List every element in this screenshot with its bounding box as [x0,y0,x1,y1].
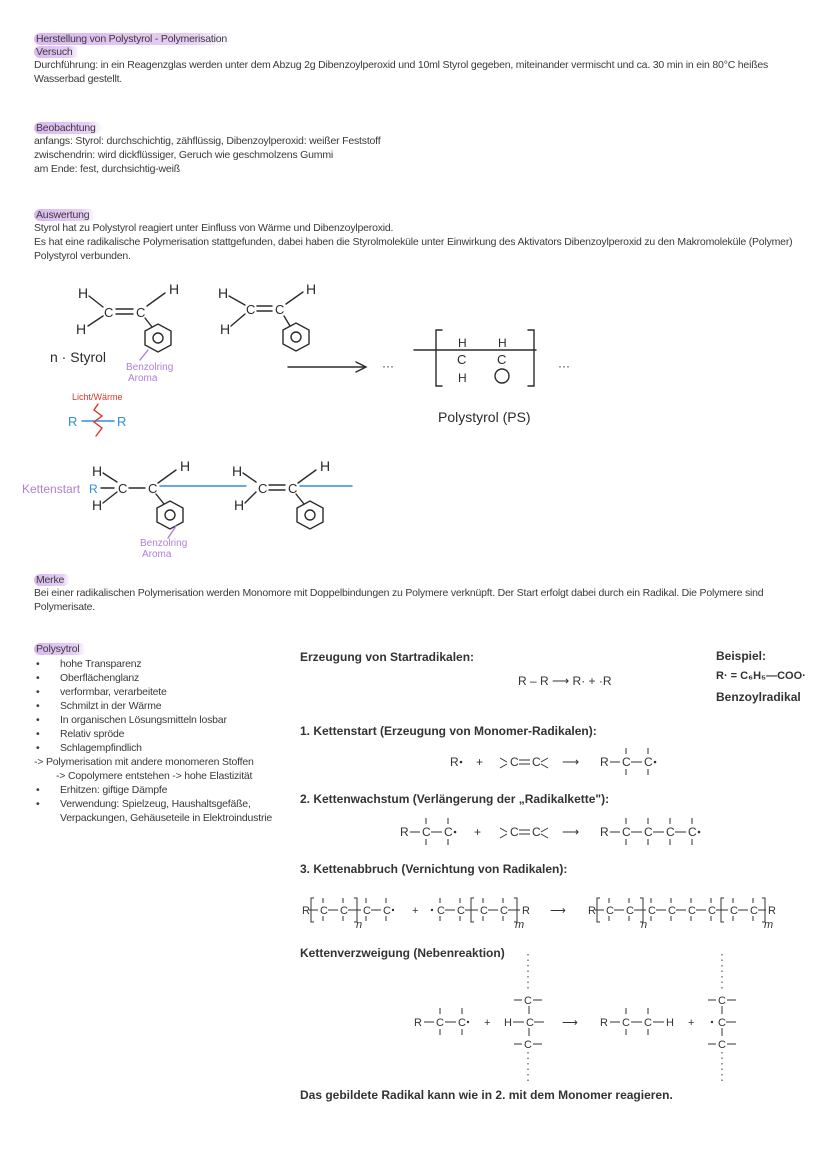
n-styrol-label: n · Styrol [50,349,107,365]
svg-text:C: C [383,905,391,917]
step3-equation [302,905,776,931]
svg-text:Benzolring: Benzolring [140,538,188,549]
svg-text:+: + [412,905,419,917]
step1-title: 1. Kettenstart (Erzeugung von Monomer-Radikalen): [300,724,597,738]
svg-text:C: C [510,755,519,769]
svg-text:H: H [92,497,103,513]
svg-text:H: H [458,336,467,350]
svg-text:···: ··· [382,359,394,373]
list-item: • In organischen Lösungsmitteln losbar [34,713,296,727]
svg-text:C: C [666,825,675,839]
radical-r: R [117,414,127,429]
svg-text:R: R [414,1017,422,1029]
mechanism-footer: Das gebildete Radikal kann wie in 2. mit dem Monomer reagieren. [300,1088,673,1102]
verzweigung-title: Kettenverzweigung (Nebenreaktion) [300,946,505,960]
svg-text:H: H [218,285,229,301]
svg-text:H: H [92,463,103,479]
auswertung-line: Es hat eine radikalische Polymerisation stattgefunden, dabei haben die Styrolmoleküle unter Einwirkung des Aktivators Dibenzoylperoxid zu den Makromoleküle (Polymer) Polystyrol verbunden. [34,236,793,262]
versuch-text: Durchführung: in ein Reagenzglas werden unter dem Abzug 2g Dibenzoylperoxid und 10ml Styrol gegeben, miteinander vermischt und ca. 30 min in ein 80°C heißes Wasserbad gestellt. [34,59,769,85]
svg-text:C: C [524,995,532,1007]
list-item: • Oberflächenglanz [34,671,296,685]
svg-text:C: C [444,825,453,839]
step3-bonds [309,898,766,922]
branching-equation [414,995,726,1051]
styrene-molecule [76,281,179,352]
start-equation: R – R ⟶ R· + ·R [518,674,612,688]
svg-text:⟶: ⟶ [562,825,580,839]
list-item: • Schmilzt in der Wärme [34,699,296,713]
svg-text:C: C [458,1017,466,1029]
svg-text:R: R [588,905,596,917]
svg-text:+: + [476,755,484,769]
auswertung-block [34,209,804,263]
beispiel-formula: R· = C₆H₅—COO· [716,670,806,682]
svg-text:n: n [356,919,363,931]
svg-text:R: R [600,755,609,769]
svg-text:C: C [626,905,634,917]
list-item: • Verwendung: Spielzeug, Haushaltsgefäße, [34,797,296,811]
svg-text:H: H [234,497,245,513]
svg-text:C: C [688,905,696,917]
svg-text:C: C [246,302,256,317]
svg-text:C: C [480,905,488,917]
merke-block [34,574,804,614]
list-item: • hohe Transparenz [34,657,296,671]
svg-text:R: R [302,905,310,917]
svg-text:C: C [718,1039,726,1051]
polystyrol-block [34,643,296,825]
svg-text:R: R [450,755,459,769]
svg-text:C: C [275,302,285,317]
styrene-sketch [0,276,828,566]
svg-text:H: H [458,371,467,385]
svg-text:C: C [532,825,541,839]
list-item: • Erhitzen: giftige Dämpfe [34,783,296,797]
svg-text:C: C [718,1017,726,1029]
svg-text:C: C [668,905,676,917]
beispiel-label: Beispiel: [716,649,767,663]
svg-text:R: R [600,825,609,839]
beobachtung-heading: Beobachtung [34,122,102,134]
svg-text:···: ··· [558,359,570,373]
polystyrol-label: Polystyrol (PS) [438,409,531,425]
svg-text:C: C [526,1017,534,1029]
aroma-label: Aroma [128,373,158,384]
beobachtung-line: zwischendrin: wird dickflüssiger, Geruch wie geschmolzens Gummi [34,149,334,161]
svg-text:C: C [688,825,697,839]
radical-r: R [68,414,78,429]
svg-text:H: H [666,1017,674,1029]
svg-text:C: C [148,481,158,496]
svg-text:H: H [320,458,331,474]
svg-text:C: C [644,755,653,769]
beobachtung-block [34,122,804,176]
svg-text:H: H [78,285,89,301]
svg-text:H: H [232,463,243,479]
polystyrol-heading: Polysytrol [34,643,86,655]
svg-text:m: m [515,919,525,931]
svg-text:n: n [641,919,648,931]
benzolring-label: Benzolring [126,362,174,373]
svg-text:C: C [136,305,146,320]
svg-text:+: + [474,825,482,839]
header-block [34,33,804,86]
svg-text:C: C [606,905,614,917]
svg-text:H: H [306,281,317,297]
svg-text:C: C [258,481,268,496]
styrene-molecule [232,458,352,529]
svg-text:C: C [340,905,348,917]
svg-text:H: H [76,321,87,337]
svg-text:C: C [622,1017,630,1029]
svg-text:C: C [457,352,467,367]
svg-text:C: C [436,1017,444,1029]
svg-text:C: C [104,305,114,320]
merke-text: Bei einer radikalischen Polymerisation werden Monomore mit Doppelbindungen zu Polymere verknüpft. Der Start erfolgt dabei durch ein Radikal. Die Polymere sind Polymerisate. [34,587,764,613]
svg-text:C: C [718,995,726,1007]
svg-text:R: R [89,482,98,496]
svg-text:C: C [622,755,631,769]
list-item: -> Polymerisation mit andere monomeren Stoffen [34,756,254,768]
svg-text:+: + [484,1017,491,1029]
beobachtung-line: am Ende: fest, durchsichtig-weiß [34,163,180,175]
list-item: Verpackungen, Gehäuseteile in Elektroindustrie [60,812,273,824]
auswertung-line: Styrol hat zu Polystyrol reagiert unter Einfluss von Wärme und Dibenzoylperoxid. [34,222,394,234]
svg-text:C: C [708,905,716,917]
svg-text:⟶: ⟶ [562,1017,578,1029]
kettenstart-label: Kettenstart [22,482,81,496]
svg-text:R: R [600,1017,608,1029]
svg-text:C: C [288,481,298,496]
svg-text:H: H [169,281,180,297]
svg-text:R: R [768,905,776,917]
svg-text:H: H [220,321,231,337]
svg-text:C: C [118,481,128,496]
svg-text:C: C [510,825,519,839]
svg-text:C: C [437,905,445,917]
svg-text:C: C [644,1017,652,1029]
list-item: -> Copolymere entstehen -> hohe Elastizität [56,770,253,782]
svg-text:C: C [648,905,656,917]
licht-waerme-label: Licht/Wärme [72,392,123,402]
page-title: Herstellung von Polystyrol - Polymerisation [34,33,233,45]
list-item: • verformbar, verarbeitete [34,685,296,699]
step1-equation [450,755,656,769]
svg-text:C: C [500,905,508,917]
svg-text:H: H [504,1017,512,1029]
styrene-molecule [218,281,316,351]
polystyrene-unit [414,330,536,386]
svg-text:C: C [497,352,507,367]
list-item: • Relativ spröde [34,727,296,741]
svg-text:C: C [422,825,431,839]
start-title: Erzeugung von Startradikalen: [300,650,475,664]
svg-text:+: + [688,1017,695,1029]
svg-text:C: C [524,1039,532,1051]
svg-text:C: C [532,755,541,769]
step2-title: 2. Kettenwachstum (Verlängerung der „Radikalkette"): [300,792,610,806]
svg-text:C: C [644,825,653,839]
svg-text:C: C [320,905,328,917]
svg-text:C: C [363,905,371,917]
svg-text:Aroma: Aroma [142,549,172,560]
beobachtung-line: anfangs: Styrol: durchschichtig, zähflüssig, Dibenzoylperoxid: weißer Feststoff [34,135,381,147]
mechanism-panel [300,648,816,1108]
svg-text:C: C [622,825,631,839]
monomer-radical [89,458,246,529]
svg-text:m: m [764,919,774,931]
mechanism-equations [300,648,816,1088]
versuch-heading: Versuch [34,46,79,58]
svg-text:H: H [180,458,191,474]
beispiel-name: Benzoylradikal [716,690,801,704]
auswertung-heading: Auswertung [34,209,95,221]
svg-text:⟶: ⟶ [550,905,566,917]
list-item: • Schlagempfindlich [34,741,296,755]
merke-heading: Merke [34,574,70,586]
svg-text:C: C [730,905,738,917]
svg-text:C: C [750,905,758,917]
step3-title: 3. Kettenabbruch (Vernichtung von Radikalen): [300,862,568,876]
svg-text:R: R [522,905,530,917]
svg-text:C: C [457,905,465,917]
svg-text:⟶: ⟶ [562,755,580,769]
svg-text:H: H [498,336,507,350]
svg-text:R: R [400,825,409,839]
